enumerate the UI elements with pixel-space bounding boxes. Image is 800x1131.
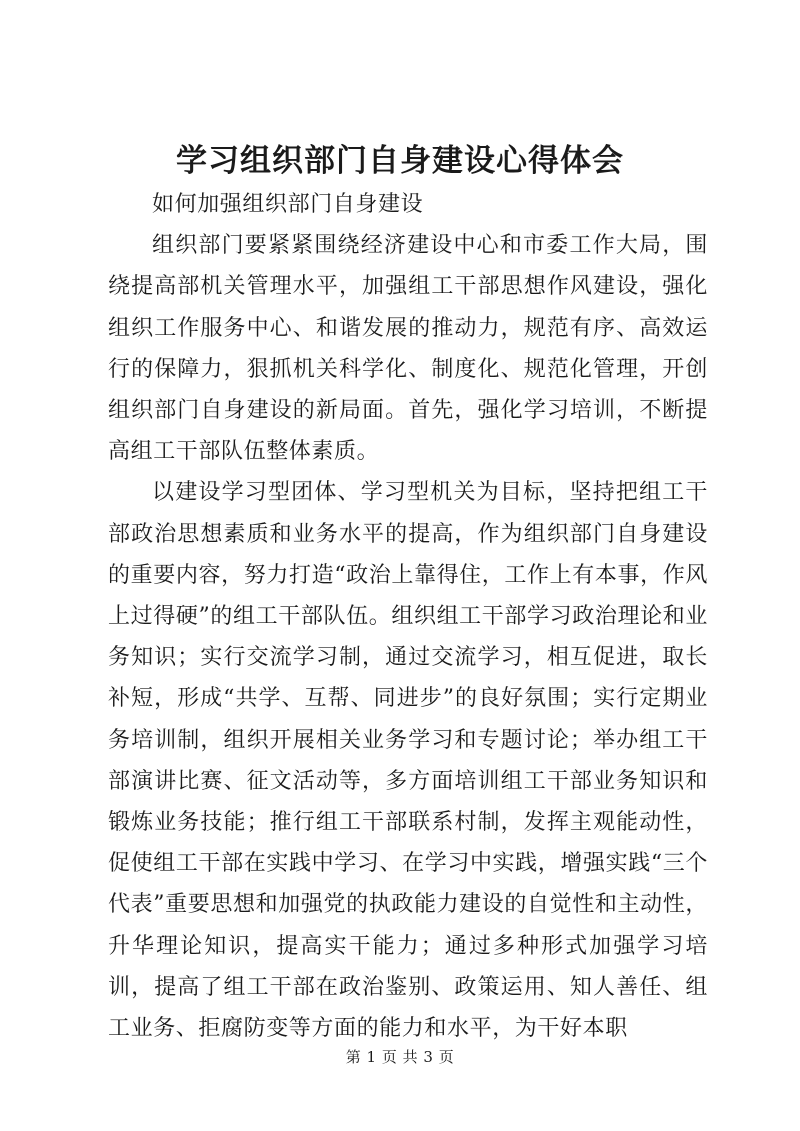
paragraph-1: 组织部门要紧紧围绕经济建设中心和市委工作大局，围绕提高部机关管理水平，加强组工干部思想作风建设，强化组织工作服务中心、和谐发展的推动力，规范有序、高效运行的保障力，狠抓机关科学化、制度化、规范化管理，开创组织部门自身建设的新局面。首先，强化学习培训，不断提高组工干部队伍整体素质。 [108, 233, 708, 465]
document-title: 学习组织部门自身建设心得体会 [176, 143, 624, 179]
subheading: 如何加强组织部门自身建设 [152, 192, 424, 217]
paragraph-2: 以建设学习型团体、学习型机关为目标，坚持把组工干部政治思想素质和业务水平的提高，作为组织部门自身建设的重要内容，努力打造“政治上靠得住，工作上有本事，作风上过得硬”的组工干部队伍。组织组工干部学习政治理论和业务知识；实行交流学习制，通过交流学习，相互促进，取长补短，形成“共学、互帮、同进步”的良好氛围；实行定期业务培训制，组织开展相关业务学习和专题讨论；举办组工干部演讲比赛、征文活动等，多方面培训组工干部业务知识和锻炼业务技能；推行组工干部联系村制，发挥主观能动性，促使组工干部在实践中学习、在学习中实践，增强实践“三个代表”重要思想和加强党的执政能力建设的自觉性和主动性，升华理论知识，提高实干能力；通过多种形式加强学习培训，提高了组工干部在政治鉴别、政策运用、知人善任、组工业务、拒腐防变等方面的能力和水平，为干好本职 [108, 480, 708, 1042]
document-body [108, 184, 708, 1049]
page-indicator: 第 1 页 共 3 页 [345, 1048, 455, 1066]
